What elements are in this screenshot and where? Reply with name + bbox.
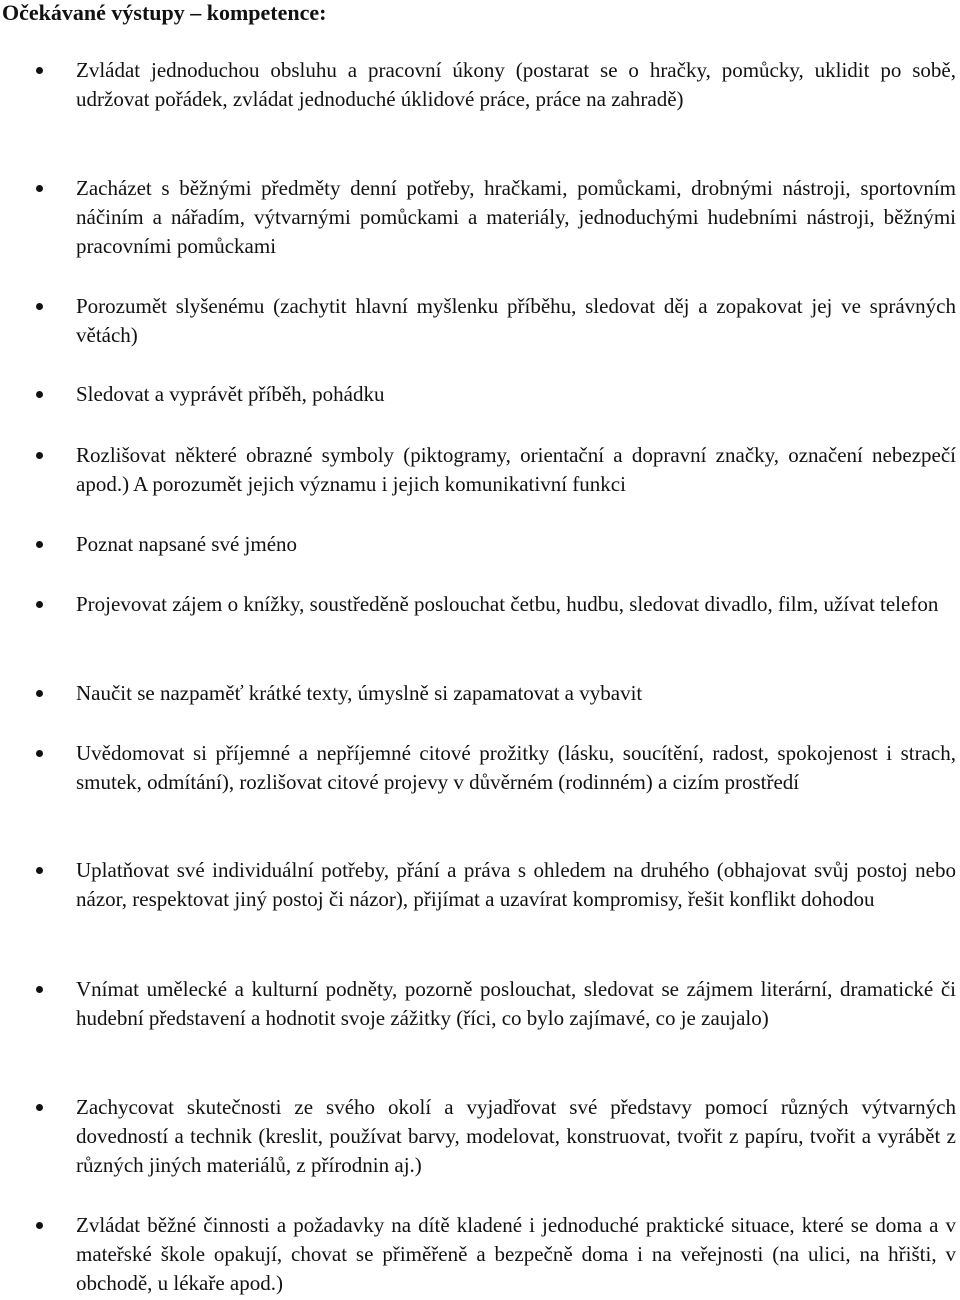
bullet-icon (36, 750, 43, 757)
list-item-text: Zachycovat skutečnosti ze svého okolí a vyjadřovat své představy pomocí různých výtvarných dovedností a technik (kreslit, používat barvy, modelovat, konstruovat, tvořit z papíru, tvořit a vyrábět z různých jiných materiálů, z přírodnin aj.) (76, 1095, 956, 1178)
bullet-icon (36, 690, 43, 697)
bullet-icon (36, 452, 43, 459)
list-item-text: Uvědomovat si příjemné a nepříjemné citové prožitky (lásku, soucítění, radost, spokojenost i strach, smutek, odmítání), rozlišovat citové projevy v důvěrném (rodinném) a cizím prostředí (76, 741, 956, 795)
bullet-icon (36, 867, 43, 874)
bullet-icon (36, 391, 43, 398)
list-item-text: Zacházet s běžnými předměty denní potřeby, hračkami, pomůckami, drobnými nástroji, sportovním náčiním a nářadím, výtvarnými pomůckami a materiály, jednoduchými hudebními nástroji, běžnými pracovními pomůckami (76, 176, 956, 259)
list-item-text: Sledovat a vyprávět příběh, pohádku (76, 382, 385, 406)
list-item (76, 975, 956, 1033)
bullet-icon (36, 303, 43, 310)
bullet-icon (36, 986, 43, 993)
bullet-icon (36, 185, 43, 192)
list-item (76, 679, 956, 708)
list-item-text: Porozumět slyšenému (zachytit hlavní myšlenku příběhu, sledovat děj a zopakovat jej ve správných větách) (76, 294, 956, 348)
list-item (76, 856, 956, 914)
list-item (76, 739, 956, 797)
list-item-text: Naučit se nazpaměť krátké texty, úmyslně si zapamatovat a vybavit (76, 681, 643, 705)
list-item (76, 1093, 956, 1181)
list-item (76, 590, 956, 619)
list-item (76, 174, 956, 262)
list-item (76, 1211, 956, 1299)
list-item-text: Zvládat jednoduchou obsluhu a pracovní úkony (postarat se o hračky, pomůcky, uklidit po sobě, udržovat pořádek, zvládat jednoduché úklidové práce, práce na zahradě) (76, 58, 956, 112)
list-item (76, 292, 956, 350)
list-item-text: Uplatňovat své individuální potřeby, přání a práva s ohledem na druhého (obhajovat svůj postoj nebo názor, respektovat jiný postoj či názor), přijímat a uzavírat kompromisy, řešit konflikt dohodou (76, 858, 956, 912)
bullet-icon (36, 601, 43, 608)
bullet-icon (36, 67, 43, 74)
bullet-icon (36, 541, 43, 548)
list-item (76, 380, 956, 409)
list-item-text: Vnímat umělecké a kulturní podněty, pozorně poslouchat, sledovat se zájmem literární, dramatické či hudební představení a hodnotit svoje zážitky (říci, co bylo zajímavé, co je zaujalo) (76, 977, 956, 1031)
list-item (76, 56, 956, 114)
bullet-icon (36, 1222, 43, 1229)
list-item (76, 530, 956, 559)
list-item (76, 441, 956, 499)
list-item-text: Rozlišovat některé obrazné symboly (piktogramy, orientační a dopravní značky, označení nebezpečí apod.) A porozumět jejich významu i jejich komunikativní funkci (76, 443, 956, 497)
list-item-text: Projevovat zájem o knížky, soustředěně poslouchat četbu, hudbu, sledovat divadlo, film, užívat telefon (76, 592, 939, 616)
list-item-text: Zvládat běžné činnosti a požadavky na dítě kladené i jednoduché praktické situace, které se doma a v mateřské škole opakují, chovat se přiměřeně a bezpečně doma i na veřejnosti (na ulici, na hřišti, v obchodě, u lékaře apod.) (76, 1213, 956, 1296)
list-item-text: Poznat napsané své jméno (76, 532, 298, 556)
section-heading: Očekávané výstupy – kompetence: (2, 0, 327, 25)
bullet-icon (36, 1104, 43, 1111)
